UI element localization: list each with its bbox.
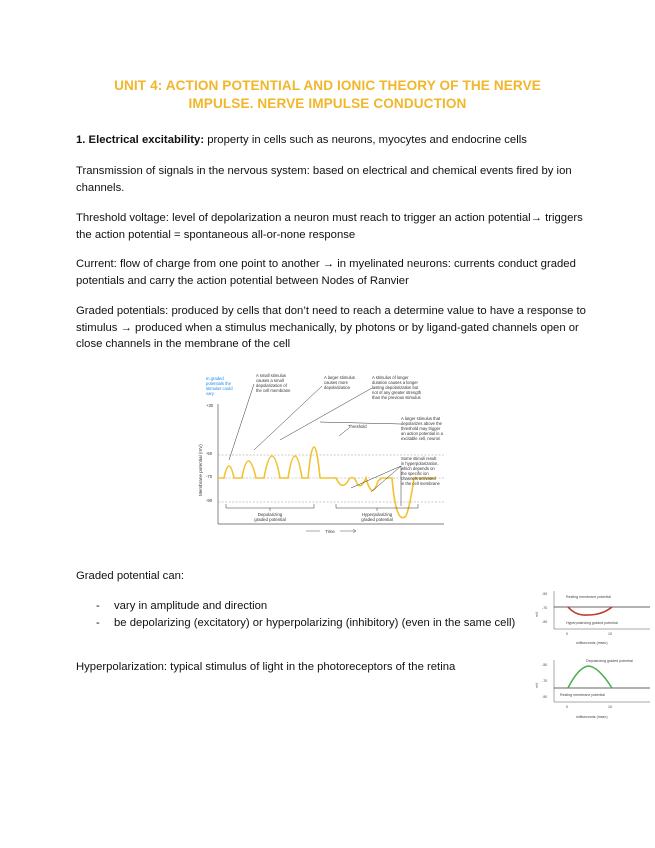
hyper-label: graded potential bbox=[361, 517, 393, 522]
annotation-line: A small stimulus bbox=[256, 373, 287, 378]
y-tick: -70 bbox=[542, 606, 548, 610]
x-axis-label: milliseconds (msec) bbox=[576, 641, 608, 645]
x-axis-label: Time bbox=[325, 529, 335, 534]
annotation-line: A larger stimulus that bbox=[401, 416, 441, 421]
annotation-line: in the cell membrane bbox=[401, 481, 440, 486]
y-tick: -50 bbox=[542, 663, 548, 667]
blue-note bbox=[206, 376, 233, 396]
term-electrical-excitability: 1. Electrical excitability: bbox=[76, 134, 205, 146]
list-item bbox=[76, 615, 516, 632]
paragraph-threshold: Threshold voltage: level of depolarization a neuron must reach to trigger an action potential→ triggers the action potential = spontaneous all-or-none response bbox=[76, 212, 583, 241]
paragraph-transmission: Transmission of signals in the nervous system: based on electrical and chemical events fired by ion channels. bbox=[76, 165, 572, 194]
annotation-line: duration causes a longer bbox=[372, 380, 418, 385]
title-line-2: IMPULSE. NERVE IMPULSE CONDUCTION bbox=[188, 96, 467, 111]
bullet-text: be depolarizing (excitatory) or hyperpolarizing (inhibitory) (even in the same cell) bbox=[114, 616, 516, 629]
annotation-line: depolarizes above the bbox=[401, 421, 442, 426]
x-axis-label: milliseconds (msec) bbox=[576, 715, 608, 719]
leader-line bbox=[229, 384, 254, 460]
graded-label: Hyperpolarizing graded potential bbox=[566, 621, 618, 625]
blue-note-line: In graded bbox=[206, 376, 224, 381]
y-tick: +30 bbox=[206, 403, 214, 408]
annotation-action-potential bbox=[401, 416, 444, 441]
resting-label: Resting membrane potential bbox=[560, 693, 605, 697]
depolarizing-trace bbox=[568, 666, 612, 688]
leader-line bbox=[254, 386, 322, 450]
paragraph-graded-potential-can: Graded potential can: bbox=[76, 570, 185, 582]
annotation-line: depolarization bbox=[324, 385, 351, 390]
hyper-label: Hyperpolarizing bbox=[361, 512, 393, 517]
annotation-small-stimulus bbox=[256, 373, 291, 393]
annotation-line: excitable cell, neuron bbox=[401, 436, 441, 441]
annotation-line: causes more bbox=[324, 380, 348, 385]
annotation-hyperpolarization bbox=[401, 456, 441, 486]
annotation-line: causes a small bbox=[256, 378, 284, 383]
annotation-line: A larger stimulus bbox=[324, 375, 355, 380]
blue-note-line: vary bbox=[206, 391, 214, 396]
annotation-line: lasting depolarization but bbox=[372, 385, 419, 390]
graded-label: Depolarizing graded potential bbox=[586, 659, 633, 663]
annotation-longer-stimulus bbox=[372, 375, 422, 400]
annotation-threshold: Threshold bbox=[348, 424, 367, 429]
hyperpolarizing-trace bbox=[568, 607, 612, 615]
y-tick: -90 bbox=[206, 498, 213, 503]
resting-label: Resting membrane potential bbox=[566, 595, 611, 599]
x-tick: 10 bbox=[608, 705, 612, 709]
title-line-1: UNIT 4: ACTION POTENTIAL AND IONIC THEORY OF THE NERVE bbox=[114, 78, 541, 93]
list-item bbox=[76, 598, 516, 615]
bullet-list bbox=[76, 598, 516, 631]
annotation-line: not of any greater strength bbox=[372, 390, 422, 395]
depol-label: Depolarizing bbox=[257, 512, 283, 517]
bullet-dash: - bbox=[96, 616, 100, 629]
y-tick: -50 bbox=[206, 451, 213, 456]
paragraph-current: Current: flow of charge from one point to another → in myelinated neurons: currents conduct graded potentials and carry the action potential between Nodes of Ranvier bbox=[76, 258, 576, 287]
y-tick: -90 bbox=[542, 620, 548, 624]
annotation-line: in hyperpolarization, bbox=[401, 461, 439, 466]
annotation-line: channels activated bbox=[401, 476, 436, 481]
depolarizing-figure bbox=[532, 654, 654, 724]
x-tick: 0 bbox=[566, 705, 568, 709]
y-tick: -70 bbox=[542, 679, 548, 683]
paragraph-electrical-excitability bbox=[76, 132, 586, 149]
y-axis-label: Membrane potential (mV) bbox=[198, 444, 203, 496]
annotation-line: A stimulus of longer bbox=[372, 375, 409, 380]
annotation-line: the cell membrane bbox=[256, 388, 291, 393]
annotation-line: Some stimuli result bbox=[401, 456, 437, 461]
y-axis-label: mV bbox=[535, 611, 539, 617]
time-arrow-right bbox=[340, 529, 356, 533]
annotation-line: than the previous stimulus bbox=[372, 395, 421, 400]
annotation-line: which depends on bbox=[401, 466, 435, 471]
annotation-line: depolarization of bbox=[256, 383, 287, 388]
leader-line bbox=[280, 388, 372, 440]
annotation-larger-stimulus bbox=[324, 375, 355, 390]
paragraph-graded-potentials: Graded potentials: produced by cells that don’t need to reach a determine value to have a response to stimulus → produced when a stimulus mechanically, by photons or by ligand-gated channels open or close channels in the membrane of the cell bbox=[76, 305, 586, 350]
x-tick: 10 bbox=[608, 632, 612, 636]
leader-line bbox=[371, 466, 401, 492]
y-tick: -50 bbox=[542, 592, 548, 596]
leader-line bbox=[339, 428, 349, 436]
paragraph-hyperpolarization: Hyperpolarization: typical stimulus of light in the photoreceptors of the retina bbox=[76, 661, 456, 673]
y-tick: -70 bbox=[206, 474, 213, 479]
depol-bracket bbox=[226, 504, 314, 511]
hyper-bracket bbox=[336, 504, 418, 511]
y-tick: -90 bbox=[542, 695, 548, 699]
definition-electrical-excitability: property in cells such as neurons, myocytes and endocrine cells bbox=[204, 134, 527, 146]
y-axis-label: mV bbox=[535, 682, 539, 688]
x-tick: 0 bbox=[566, 632, 568, 636]
graded-potentials-figure bbox=[196, 366, 451, 540]
annotation-line: an action potential in a bbox=[401, 431, 443, 436]
hyperpolarizing-figure bbox=[532, 587, 654, 649]
depol-label: graded potential bbox=[254, 517, 286, 522]
page-title bbox=[60, 77, 595, 113]
annotation-line: threshold may trigger bbox=[401, 426, 441, 431]
annotation-line: the specific ion bbox=[401, 471, 429, 476]
bullet-text: vary in amplitude and direction bbox=[114, 600, 268, 612]
blue-note-line: potentials the bbox=[206, 381, 231, 386]
blue-note-line: stimulus could bbox=[206, 386, 233, 391]
bullet-dash: - bbox=[96, 600, 100, 612]
